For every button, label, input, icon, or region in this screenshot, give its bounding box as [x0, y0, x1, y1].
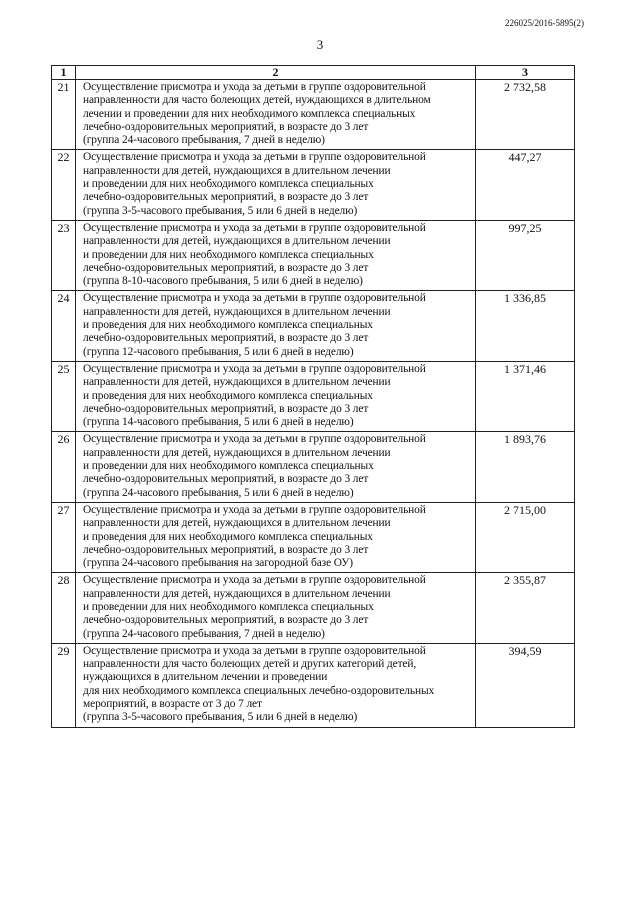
description-line: направленности для детей, нуждающихся в длительном лечении [83, 587, 391, 600]
table-row [52, 150, 575, 220]
description-line: (группа 8-10-часового пребывания, 5 или 6 дней в неделю) [83, 275, 363, 288]
description-line: лечебно-оздоровительных мероприятий, в возрасте до 3 лет [83, 473, 369, 486]
description-line: Осуществление присмотра и ухода за детьми в группе оздоровительной [83, 151, 426, 164]
description-line: направленности для детей, нуждающихся в длительном лечении [83, 376, 391, 389]
description-line: лечебно-оздоровительных мероприятий, в возрасте до 3 лет [83, 120, 369, 133]
table-row [52, 573, 575, 643]
description-line: лечебно-оздоровительных мероприятий, в возрасте до 3 лет [83, 332, 369, 345]
description-line: и проведении для них необходимого комплекса специальных [83, 178, 374, 191]
table-row [52, 643, 575, 727]
description-line: Осуществление присмотра и ухода за детьми в группе оздоровительной [83, 221, 426, 234]
row-number: 29 [52, 643, 76, 727]
description-line: Осуществление присмотра и ухода за детьми в группе оздоровительной [83, 503, 426, 516]
description-line: и проведении для них необходимого комплекса специальных [83, 600, 374, 613]
description-line: лечебно-оздоровительных мероприятий, в возрасте до 3 лет [83, 261, 369, 274]
description-line: (группа 3-5-часового пребывания, 5 или 6 дней в неделю) [83, 711, 358, 724]
description-line: Осуществление присмотра и ухода за детьми в группе оздоровительной [83, 362, 426, 375]
page-number: 3 [316, 37, 324, 52]
row-number: 25 [52, 361, 76, 431]
description-line: (группа 3-5-часового пребывания, 5 или 6 дней в неделю) [83, 204, 358, 217]
price-value: 447,27 [476, 150, 575, 220]
description-line: лечебно-оздоровительных мероприятий, в возрасте до 3 лет [83, 191, 369, 204]
service-description [76, 643, 476, 727]
description-line: и проведении для них необходимого комплекса специальных [83, 248, 374, 261]
description-line: Осуществление присмотра и ухода за детьми в группе оздоровительной [83, 433, 426, 446]
service-description [76, 291, 476, 361]
table-row [52, 432, 575, 502]
description-line: и проведении для них необходимого комплекса специальных [83, 460, 374, 473]
document-id: 226025/2016-5895(2) [505, 18, 584, 28]
service-description [76, 220, 476, 290]
service-description [76, 361, 476, 431]
description-line: лечебно-оздоровительных мероприятий, в возрасте до 3 лет [83, 614, 369, 627]
description-line: (группа 24-часового пребывания на загородной базе ОУ) [83, 557, 353, 570]
row-number: 26 [52, 432, 76, 502]
price-value: 2 715,00 [476, 502, 575, 572]
price-value: 2 355,87 [476, 573, 575, 643]
description-line: направленности для часто болеющих детей, нуждающихся в длительном [83, 94, 431, 107]
service-description [76, 432, 476, 502]
price-value: 2 732,58 [476, 80, 575, 150]
row-number: 27 [52, 502, 76, 572]
price-value: 997,25 [476, 220, 575, 290]
description-line: и проведения для них необходимого комплекса специальных [83, 319, 373, 332]
table-header-row [52, 66, 575, 80]
row-number: 24 [52, 291, 76, 361]
row-number: 22 [52, 150, 76, 220]
description-line: лечебно-оздоровительных мероприятий, в возрасте до 3 лет [83, 543, 369, 556]
service-description [76, 80, 476, 150]
price-value: 394,59 [476, 643, 575, 727]
description-line: направленности для детей, нуждающихся в длительном лечении [83, 305, 391, 318]
description-line: (группа 12-часового пребывания, 5 или 6 дней в неделю) [83, 345, 354, 358]
description-line: Осуществление присмотра и ухода за детьми в группе оздоровительной [83, 574, 426, 587]
description-line: для них необходимого комплекса специальных лечебно-оздоровительных [83, 684, 435, 697]
service-description [76, 150, 476, 220]
description-line: направленности для детей, нуждающихся в длительном лечении [83, 164, 391, 177]
row-number: 28 [52, 573, 76, 643]
description-line: (группа 24-часового пребывания, 5 или 6 дней в неделю) [83, 486, 354, 499]
table-row [52, 291, 575, 361]
row-number: 23 [52, 220, 76, 290]
price-value: 1 371,46 [476, 361, 575, 431]
description-line: Осуществление присмотра и ухода за детьми в группе оздоровительной [83, 644, 426, 657]
description-line: (группа 24-часового пребывания, 7 дней в неделю) [83, 134, 325, 147]
description-line: лечебно-оздоровительных мероприятий, в возрасте до 3 лет [83, 402, 369, 415]
description-line: направленности для детей, нуждающихся в длительном лечении [83, 517, 391, 530]
description-line: нуждающихся в длительном лечении и проведении [83, 671, 328, 684]
description-line: направленности для часто болеющих детей и других категорий детей, [83, 658, 417, 671]
table-row [52, 80, 575, 150]
header-col-1: 1 [52, 66, 76, 80]
service-description [76, 502, 476, 572]
header-col-2: 2 [76, 66, 476, 80]
description-line: мероприятий, в возрасте от 3 до 7 лет [83, 698, 262, 711]
description-line: и проведения для них необходимого комплекса специальных [83, 530, 373, 543]
description-line: Осуществление присмотра и ухода за детьми в группе оздоровительной [83, 292, 426, 305]
table-row [52, 220, 575, 290]
description-line: направленности для детей, нуждающихся в длительном лечении [83, 446, 391, 459]
row-number: 21 [52, 80, 76, 150]
header-col-3: 3 [476, 66, 575, 80]
description-line: (группа 24-часового пребывания, 7 дней в неделю) [83, 627, 325, 640]
description-line: Осуществление присмотра и ухода за детьми в группе оздоровительной [83, 81, 426, 93]
description-line: лечении и проведении для них необходимого комплекса специальных [83, 107, 416, 120]
table-row [52, 361, 575, 431]
description-line: и проведения для них необходимого комплекса специальных [83, 389, 373, 402]
table-row [52, 502, 575, 572]
description-line: (группа 14-часового пребывания, 5 или 6 дней в неделю) [83, 416, 354, 429]
service-description [76, 573, 476, 643]
table-body [52, 80, 575, 728]
description-line: направленности для детей, нуждающихся в длительном лечении [83, 235, 391, 248]
price-value: 1 336,85 [476, 291, 575, 361]
tariff-table [51, 65, 575, 728]
price-value: 1 893,76 [476, 432, 575, 502]
